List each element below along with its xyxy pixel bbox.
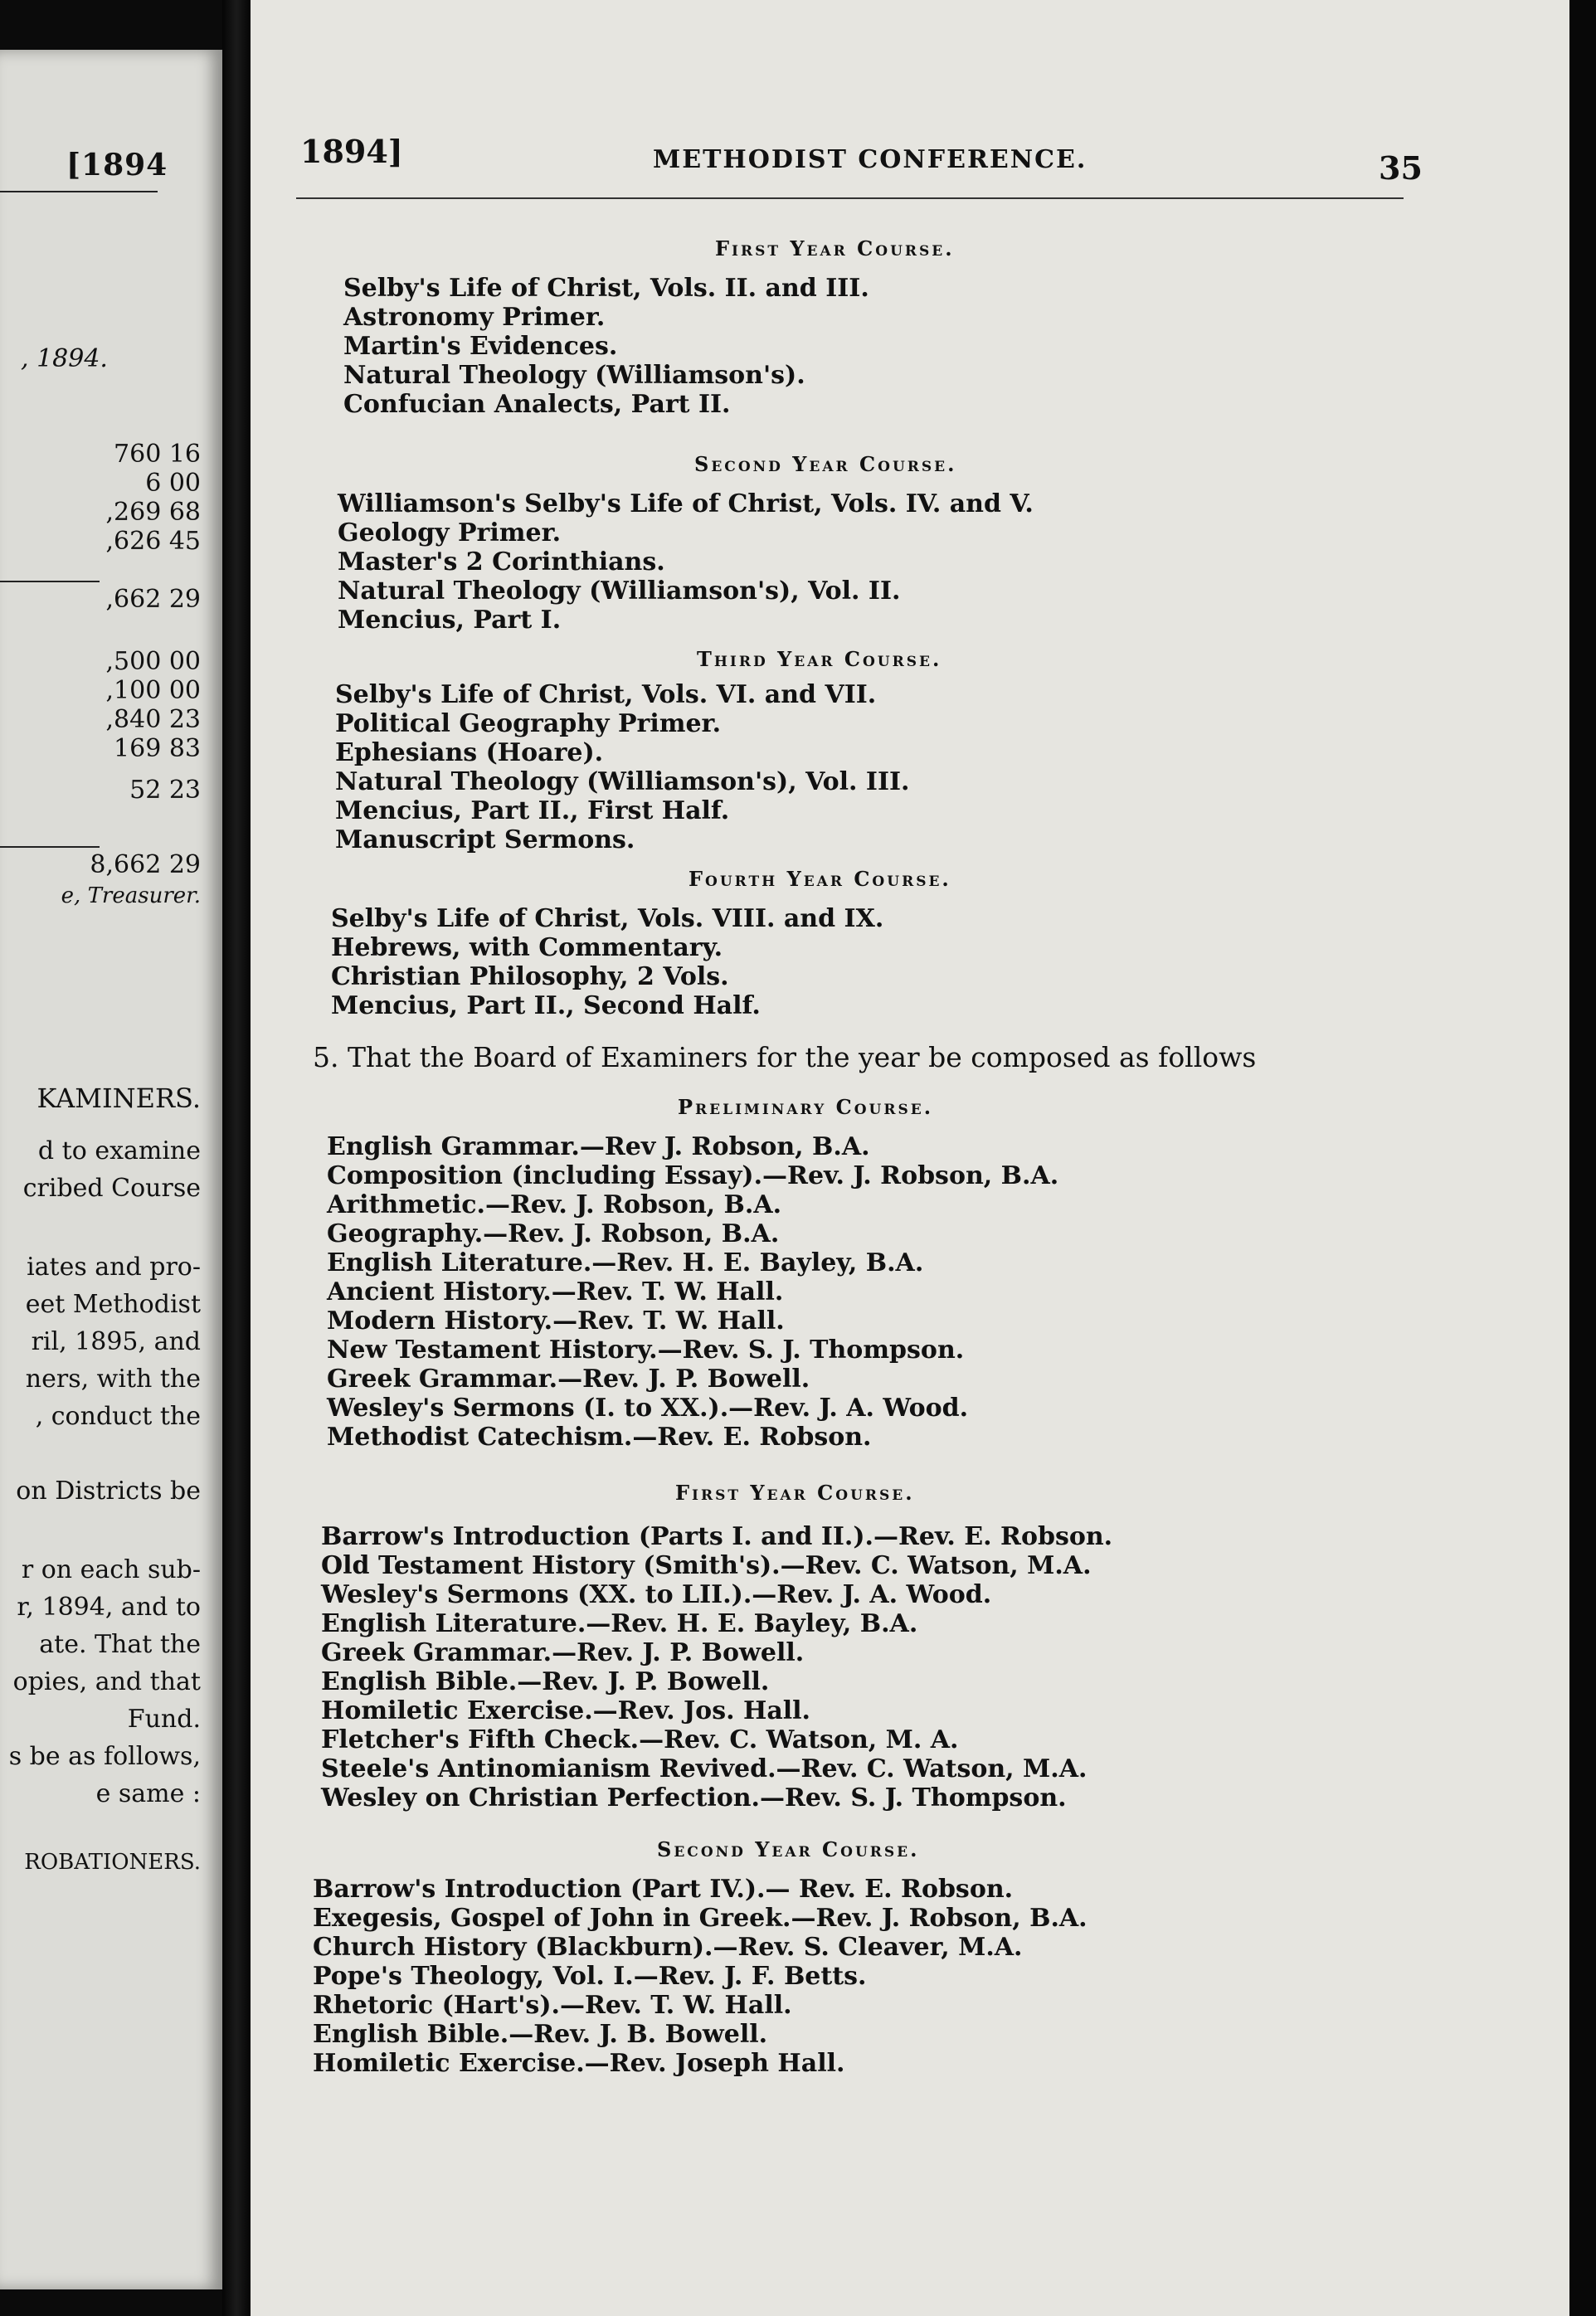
left-line: r, 1894, and to	[17, 1593, 201, 1622]
course-line: Natural Theology (Williamson's), Vol. II.	[338, 577, 901, 606]
section-heading: First Year Course.	[715, 236, 955, 260]
left-line: ,840 23	[105, 705, 201, 734]
course-line: Church History (Blackburn).—Rev. S. Cleaver, M.A.	[313, 1933, 1023, 1962]
course-line: Wesley's Sermons (I. to XX.).—Rev. J. A. Wood.	[327, 1394, 969, 1423]
course-line: Mencius, Part II., Second Half.	[331, 991, 761, 1020]
course-line: Geology Primer.	[338, 518, 562, 547]
course-line: Manuscript Sermons.	[335, 825, 635, 854]
left-line: ROBATIONERS.	[24, 1850, 201, 1875]
resolution-five: 5. That the Board of Examiners for the year be composed as follows	[313, 1041, 1257, 1073]
course-line: Rhetoric (Hart's).—Rev. T. W. Hall.	[313, 1991, 792, 2020]
left-line: ners, with the	[25, 1365, 201, 1394]
left-line: 169 83	[114, 734, 201, 763]
header-title: METHODIST CONFERENCE.	[653, 145, 1088, 174]
course-line: English Grammar.—Rev J. Robson, B.A.	[327, 1132, 870, 1161]
left-line: Fund.	[127, 1705, 201, 1734]
course-line: Steele's Antinomianism Revived.—Rev. C. Watson, M.A.	[321, 1754, 1088, 1783]
left-line: ,626 45	[105, 527, 201, 556]
left-line: d to examine	[37, 1136, 201, 1165]
course-line: Homiletic Exercise.—Rev. Jos. Hall.	[321, 1696, 810, 1725]
left-line: e, Treasurer.	[61, 883, 201, 908]
left-line: ,500 00	[105, 647, 201, 676]
left-total-rule-1	[0, 581, 100, 582]
left-line: e same :	[95, 1779, 201, 1808]
course-line: Martin's Evidences.	[343, 332, 618, 361]
left-line: ,662 29	[105, 585, 201, 614]
course-line: Mencius, Part I.	[338, 606, 562, 635]
left-line: , conduct the	[35, 1402, 201, 1431]
course-line: Hebrews, with Commentary.	[331, 933, 723, 962]
course-line: Natural Theology (Williamson's), Vol. III.	[335, 767, 910, 796]
left-line: ril, 1895, and	[31, 1327, 201, 1356]
left-line: eet Methodist	[25, 1290, 201, 1319]
left-line: iates and pro-	[27, 1253, 201, 1282]
course-line: Arithmetic.—Rev. J. Robson, B.A.	[327, 1190, 782, 1219]
right-dark-edge	[1569, 0, 1596, 2316]
course-line: Mencius, Part II., First Half.	[335, 796, 730, 825]
header-rule	[296, 197, 1404, 199]
left-line: 6 00	[145, 469, 201, 498]
left-line: 760 16	[114, 440, 201, 469]
left-page-header: [1894	[66, 148, 168, 182]
course-line: Ephesians (Hoare).	[335, 738, 604, 767]
left-line: cribed Course	[22, 1174, 201, 1203]
page-number: 35	[1379, 149, 1423, 187]
course-line: English Literature.—Rev. H. E. Bayley, B.A.	[321, 1609, 918, 1638]
left-line: s be as follows,	[8, 1742, 201, 1771]
course-line: Homiletic Exercise.—Rev. Joseph Hall.	[313, 2049, 845, 2078]
course-line: English Literature.—Rev. H. E. Bayley, B.A.	[327, 1248, 924, 1277]
left-line: r on each sub-	[21, 1555, 201, 1584]
left-total-rule-2	[0, 846, 100, 848]
left-line: , 1894.	[21, 344, 108, 373]
course-line: Old Testament History (Smith's).—Rev. C. Watson, M.A.	[321, 1551, 1092, 1580]
course-line: Christian Philosophy, 2 Vols.	[331, 962, 729, 991]
left-line: on Districts be	[16, 1477, 201, 1506]
course-line: Geography.—Rev. J. Robson, B.A.	[327, 1219, 780, 1248]
course-line: Selby's Life of Christ, Vols. II. and III.	[343, 274, 869, 303]
course-line: Wesley on Christian Perfection.—Rev. S. J. Thompson.	[321, 1783, 1067, 1812]
course-line: Greek Grammar.—Rev. J. P. Bowell.	[327, 1365, 810, 1394]
left-line: opies, and that	[12, 1667, 201, 1696]
section-heading: First Year Course.	[675, 1481, 915, 1505]
course-line: Pope's Theology, Vol. I.—Rev. J. F. Betts.	[313, 1962, 867, 1991]
course-line: Master's 2 Corinthians.	[338, 547, 665, 577]
section-heading: Preliminary Course.	[678, 1095, 934, 1119]
header-year: 1894]	[300, 133, 403, 170]
course-line: New Testament History.—Rev. S. J. Thompson.	[327, 1336, 965, 1365]
left-line: 52 23	[129, 776, 201, 805]
section-heading: Second Year Course.	[657, 1837, 920, 1861]
course-line: Methodist Catechism.—Rev. E. Robson.	[327, 1423, 872, 1452]
course-line: Composition (including Essay).—Rev. J. Robson, B.A.	[327, 1161, 1059, 1190]
course-line: Williamson's Selby's Life of Christ, Vols. IV. and V.	[338, 489, 1034, 518]
main-page	[251, 0, 1569, 2316]
course-line: Modern History.—Rev. T. W. Hall.	[327, 1306, 785, 1336]
section-heading: Second Year Course.	[694, 452, 957, 476]
course-line: Barrow's Introduction (Parts I. and II.).—Rev. E. Robson.	[321, 1522, 1113, 1551]
section-heading: Fourth Year Course.	[689, 867, 951, 891]
course-line: English Bible.—Rev. J. P. Bowell.	[321, 1667, 770, 1696]
section-heading: Third Year Course.	[697, 647, 942, 671]
left-line: KAMINERS.	[36, 1083, 201, 1114]
course-line: Ancient History.—Rev. T. W. Hall.	[327, 1277, 784, 1306]
left-line: ate. That the	[39, 1630, 201, 1659]
course-line: Greek Grammar.—Rev. J. P. Bowell.	[321, 1638, 805, 1667]
course-line: Barrow's Introduction (Part IV.).— Rev. E. Robson.	[313, 1875, 1014, 1904]
left-line: 8,662 29	[90, 850, 201, 879]
course-line: Exegesis, Gospel of John in Greek.—Rev. J. Robson, B.A.	[313, 1904, 1088, 1933]
left-header-rule	[0, 191, 158, 192]
course-line: Natural Theology (Williamson's).	[343, 361, 805, 390]
course-line: Astronomy Primer.	[343, 303, 606, 332]
left-page-fragment	[0, 50, 222, 2289]
course-line: Political Geography Primer.	[335, 709, 722, 738]
course-line: Fletcher's Fifth Check.—Rev. C. Watson, M. A.	[321, 1725, 959, 1754]
course-line: Selby's Life of Christ, Vols. VI. and VII.	[335, 680, 877, 709]
left-line: ,269 68	[105, 498, 201, 527]
course-line: Wesley's Sermons (XX. to LII.).—Rev. J. A. Wood.	[321, 1580, 992, 1609]
course-line: Selby's Life of Christ, Vols. VIII. and IX.	[331, 904, 884, 933]
course-line: English Bible.—Rev. J. B. Bowell.	[313, 2020, 768, 2049]
book-gutter	[222, 0, 251, 2316]
left-line: ,100 00	[105, 676, 201, 705]
course-line: Confucian Analects, Part II.	[343, 390, 731, 419]
